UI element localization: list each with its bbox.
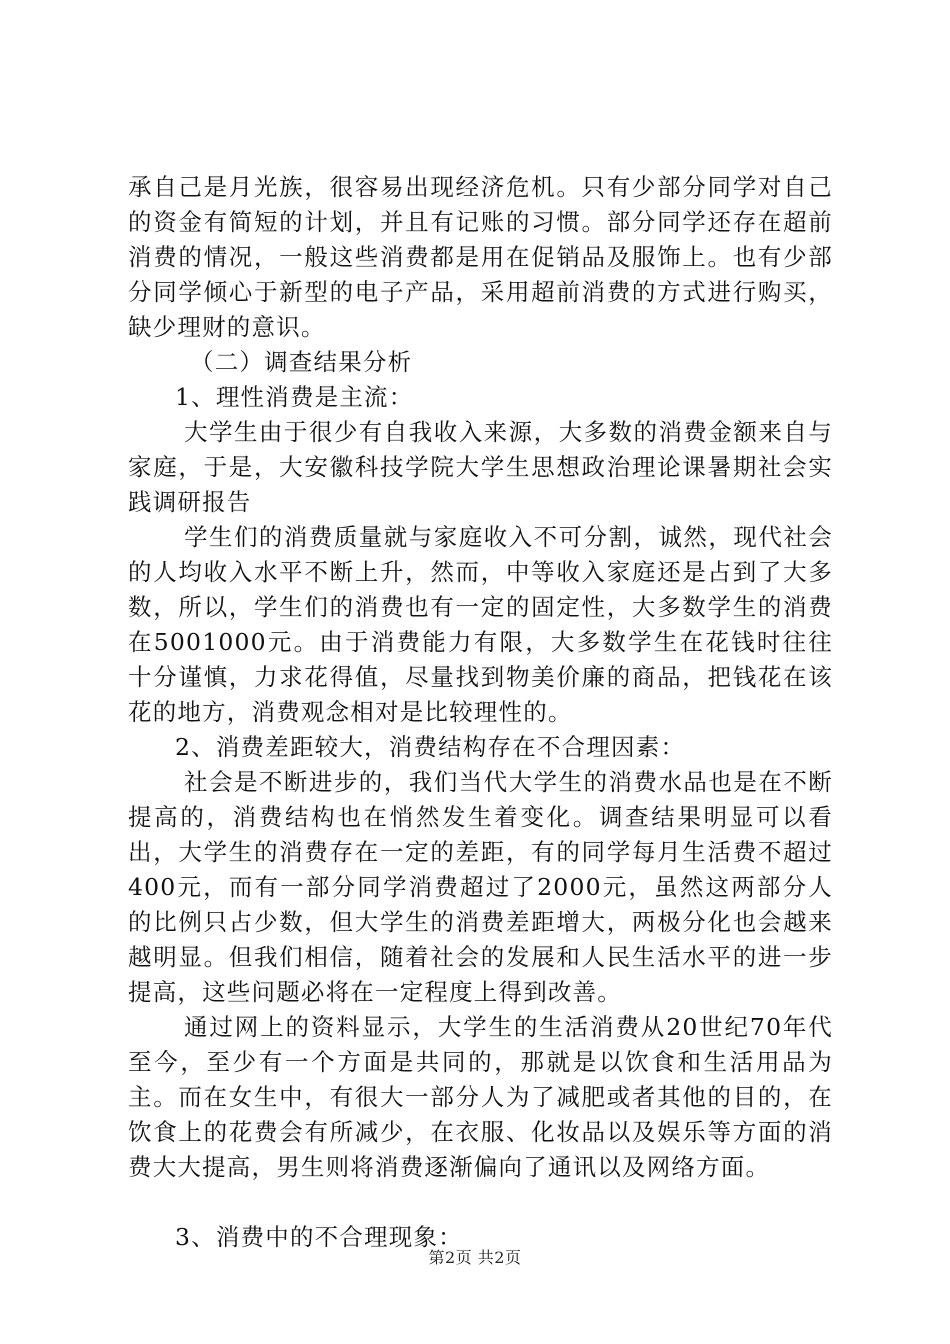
subheading-consumption-gap: 2、消费差距较大，消费结构存在不合理因素：: [175, 733, 686, 761]
section-heading-analysis: （二）调查结果分析: [190, 348, 413, 376]
paragraph-continuation: 承自己是月光族，很容易出现经济危机。只有少部分同学对自己的资金有简短的计划，并且有记账的习惯。部分同学还存在超前消费的情况，一般这些消费都是用在促销品及服饰上。也有少部分同学倾心于新型的电子产品，采用超前消费的方式进行购买，缺少理财的意识。: [128, 173, 833, 341]
page-number-footer: 第2页 共2页: [428, 1248, 522, 1267]
paragraph-income-source: 大学生由于很少有自我收入来源，大多数的消费金额来自与家庭，于是，大安徽科技学院大学生思想政治理论课暑期社会实践调研报告: [128, 418, 833, 516]
subheading-unreasonable-phenomena: 3、消费中的不合理现象：: [175, 1223, 463, 1251]
paragraph-online-data: 通过网上的资料显示，大学生的生活消费从20世纪70年代至今，至少有一个方面是共同的，那就是以饮食和生活用品为主。而在女生中，有很大一部分人为了减肥或者其他的目的，在饮食上的花费会有所减少，在衣服、化妆品以及娱乐等方面的消费大大提高，男生则将消费逐渐偏向了通讯以及网络方面。: [128, 1013, 833, 1181]
paragraph-consumption-quality: 学生们的消费质量就与家庭收入不可分割，诚然，现代社会的人均收入水平不断上升，然而，中等收入家庭还是占到了大多数，所以，学生们的消费也有一定的固定性，大多数学生的消费在5001000元。由于消费能力有限，大多数学生在花钱时往往十分谨慎，力求花得值，尽量找到物美价廉的商品，把钱花在该花的地方，消费观念相对是比较理性的。: [128, 523, 833, 726]
paragraph-social-progress: 社会是不断进步的，我们当代大学生的消费水品也是在不断提高的，消费结构也在悄然发生着变化。调查结果明显可以看出，大学生的消费存在一定的差距，有的同学每月生活费不超过400元，而有一部分同学消费超过了2000元，虽然这两部分人的比例只占少数，但大学生的消费差距增大，两极分化也会越来越明显。但我们相信，随着社会的发展和人民生活水平的进一步提高，这些问题必将在一定程度上得到改善。: [128, 768, 833, 1006]
document-body: [128, 170, 833, 1255]
subheading-rational-consumption: 1、理性消费是主流：: [175, 383, 414, 411]
